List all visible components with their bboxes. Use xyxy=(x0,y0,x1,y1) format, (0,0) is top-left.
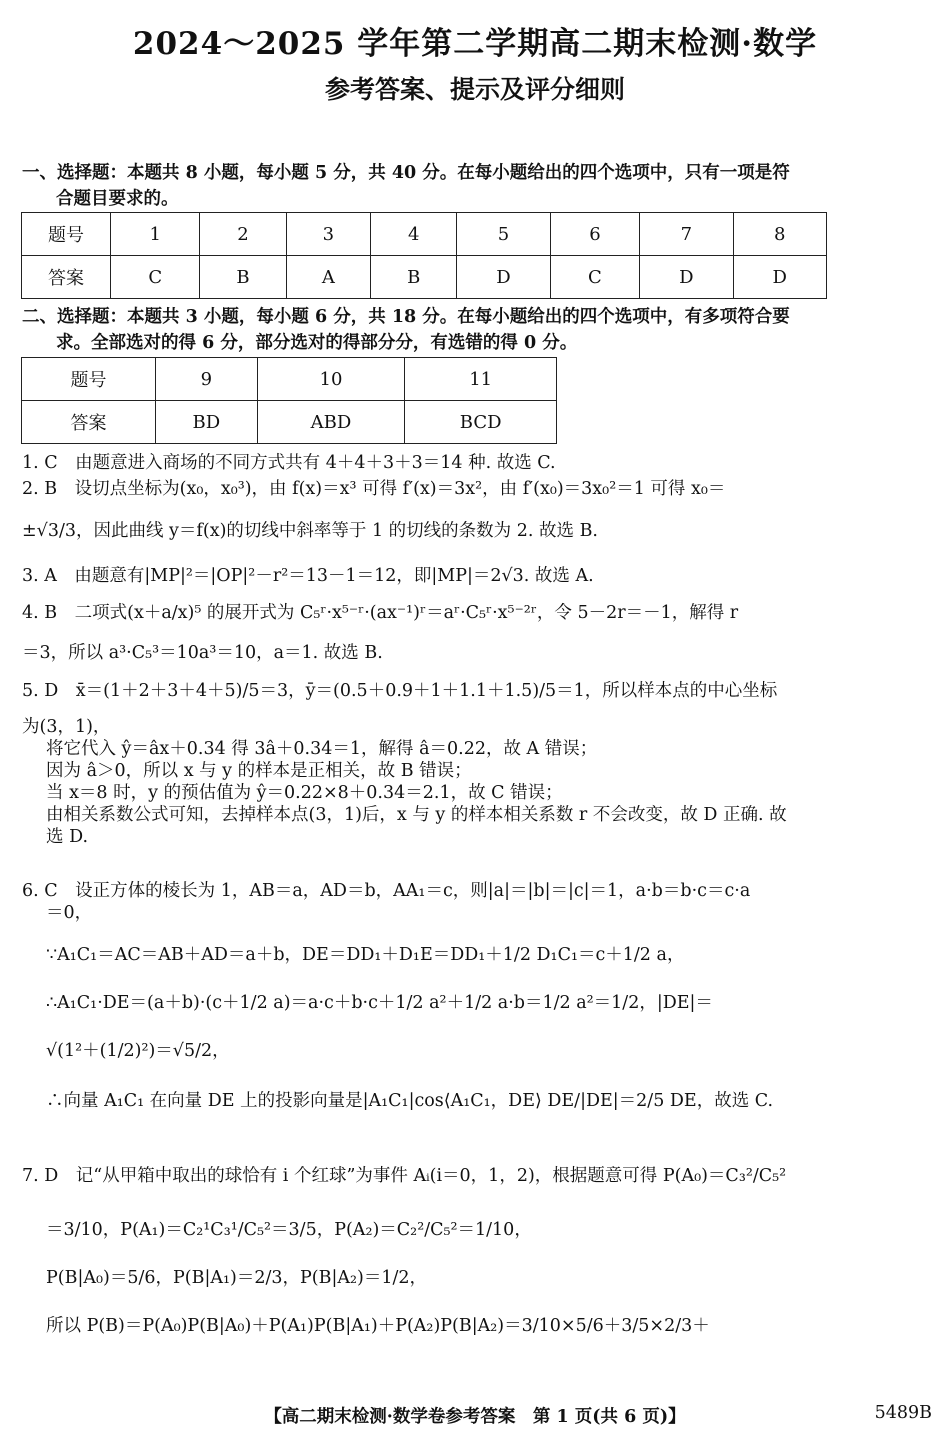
table-cell: B xyxy=(371,256,457,299)
section-1-line-2: 合题目要求的。 xyxy=(56,189,179,209)
solution-line: 5. D x̄＝(1＋2＋3＋4＋5)/5＝3，ȳ＝(0.5＋0.9＋1＋1.1＋1.5)/5＝1，所以样本点的中心坐标 xyxy=(22,681,778,701)
solution-line: 7. D 记“从甲箱中取出的球恰有 i 个红球”为事件 Aᵢ(i＝0，1，2)，根据题意可得 P(A₀)＝C₃²/C₅² xyxy=(22,1166,787,1186)
section-1-heading xyxy=(22,160,932,212)
table-cell: 11 xyxy=(405,358,557,401)
solution-line: ∴A₁C₁·DE＝(a＋b)·(c＋1/2 a)＝a·c＋b·c＋1/2 a²＋1/2 a·b＝1/2 a²＝1/2，|DE|＝ xyxy=(46,993,713,1013)
solution-line: 2. B 设切点坐标为(x₀，x₀³)，由 f(x)＝x³ 可得 f′(x)＝3x²，由 f′(x₀)＝3x₀²＝1 可得 x₀＝ xyxy=(22,479,726,499)
table-header-cell: 题号 xyxy=(22,213,111,256)
table-cell: A xyxy=(286,256,371,299)
section-1-line-1: 一、选择题：本题共 8 小题，每小题 5 分，共 40 分。在每小题给出的四个选项中，只有一项是符 xyxy=(22,163,790,183)
solution-line: ±√3/3，因此曲线 y＝f(x)的切线中斜率等于 1 的切线的条数为 2. 故选 B. xyxy=(22,521,598,541)
solution-line: ∴向量 A₁C₁ 在向量 DE 上的投影向量是|A₁C₁|cos⟨A₁C₁，DE⟩ DE/|DE|＝2/5 DE，故选 C. xyxy=(46,1091,774,1111)
table-row xyxy=(22,213,827,256)
table-header-cell: 答案 xyxy=(22,401,156,444)
solution-7 xyxy=(22,1165,932,1337)
solution-3 xyxy=(22,565,932,587)
table-cell: 3 xyxy=(286,213,371,256)
table-cell: B xyxy=(200,256,286,299)
solution-line: 6. C 设正方体的棱长为 1，AB＝a，AD＝b，AA₁＝c，则|a|＝|b|＝|c|＝1，a·b＝b·c＝c·a xyxy=(22,881,751,901)
solution-line: ＝3/10，P(A₁)＝C₂¹C₃¹/C₅²＝3/5，P(A₂)＝C₂²/C₅²＝1/10， xyxy=(46,1220,532,1240)
table-cell: 4 xyxy=(371,213,457,256)
table-header-cell: 答案 xyxy=(22,256,111,299)
table-cell: 10 xyxy=(257,358,405,401)
table-cell: D xyxy=(640,256,733,299)
table-cell: 2 xyxy=(200,213,286,256)
section-2-line-2: 求。全部选对的得 6 分，部分选对的得部分分，有选错的得 0 分。 xyxy=(56,333,578,353)
solution-line: 选 D. xyxy=(46,827,89,847)
solution-line: ＝3，所以 a³·C₅³＝10a³＝10，a＝1. 故选 B. xyxy=(22,643,383,663)
solution-4 xyxy=(22,602,932,664)
table-cell: BD xyxy=(156,401,258,444)
solution-line: ∵A₁C₁＝AC＝AB＋AD＝a＋b，DE＝DD₁＋D₁E＝DD₁＋1/2 D₁C₁＝c＋1/2 a， xyxy=(46,945,685,965)
table-cell: 1 xyxy=(111,213,200,256)
answer-table-1 xyxy=(21,212,827,299)
answer-table-2 xyxy=(21,357,557,444)
table-cell: BCD xyxy=(405,401,557,444)
section-2-heading xyxy=(22,304,932,356)
table-cell: D xyxy=(457,256,550,299)
solution-line: 所以 P(B)＝P(A₀)P(B|A₀)＋P(A₁)P(B|A₁)＋P(A₂)P(B|A₂)＝3/10×5/6＋3/5×2/3＋ xyxy=(46,1316,710,1336)
table-cell: ABD xyxy=(257,401,405,444)
solution-line: √(1²＋(1/2)²)＝√5/2， xyxy=(46,1041,230,1061)
table-row xyxy=(22,358,557,401)
section-2-line-1: 二、选择题：本题共 3 小题，每小题 6 分，共 18 分。在每小题给出的四个选项中，有多项符合要 xyxy=(22,307,790,327)
table-cell: 7 xyxy=(640,213,733,256)
solution-line: 为(3，1)， xyxy=(22,717,111,737)
table-header-cell: 题号 xyxy=(22,358,156,401)
solution-line: 1. C 由题意进入商场的不同方式共有 4＋4＋3＋3＝14 种. 故选 C. xyxy=(22,453,556,473)
solution-line: 3. A 由题意有|MP|²＝|OP|²－r²＝13－1＝12，即|MP|＝2√3. 故选 A. xyxy=(22,566,594,586)
footer-code: 5489B xyxy=(874,1403,932,1423)
table-row xyxy=(22,401,557,444)
solution-line: 由相关系数公式可知，去掉样本点(3，1)后，x 与 y 的样本相关系数 r 不会改变，故 D 正确. 故 xyxy=(46,805,787,825)
table-cell: C xyxy=(550,256,639,299)
solution-line: ＝0， xyxy=(46,903,93,923)
solution-line: 将它代入 ŷ＝âx＋0.34 得 3â＋0.34＝1，解得 â＝0.22，故 A 错误； xyxy=(46,739,598,759)
table-cell: 5 xyxy=(457,213,550,256)
table-cell: 6 xyxy=(550,213,639,256)
page-subtitle: 参考答案、提示及评分细则 xyxy=(324,75,625,104)
table-cell: 8 xyxy=(733,213,826,256)
solution-5 xyxy=(22,680,932,848)
page-title: 2024～2025 学年第二学期高二期末检测·数学 xyxy=(132,26,818,62)
table-cell: 9 xyxy=(156,358,258,401)
solution-line: 因为 â＞0，所以 x 与 y 的样本是正相关，故 B 错误； xyxy=(46,761,472,781)
solution-1 xyxy=(22,452,932,474)
solution-line: P(B|A₀)＝5/6，P(B|A₁)＝2/3，P(B|A₂)＝1/2， xyxy=(46,1268,428,1288)
solution-line: 当 x＝8 时，y 的预估值为 ŷ＝0.22×8＋0.34＝2.1，故 C 错误； xyxy=(46,783,563,803)
table-cell: D xyxy=(733,256,826,299)
table-cell: C xyxy=(111,256,200,299)
solution-line: 4. B 二项式(x＋a/x)⁵ 的展开式为 C₅ʳ·x⁵⁻ʳ·(ax⁻¹)ʳ＝aʳ·C₅ʳ·x⁵⁻²ʳ，令 5－2r＝－1，解得 r xyxy=(22,603,739,623)
footer-page-info: 【高二期末检测·数学卷参考答案 第 1 页(共 6 页)】 xyxy=(264,1407,686,1427)
solution-2 xyxy=(22,478,932,542)
table-row xyxy=(22,256,827,299)
solution-6 xyxy=(22,880,932,1112)
